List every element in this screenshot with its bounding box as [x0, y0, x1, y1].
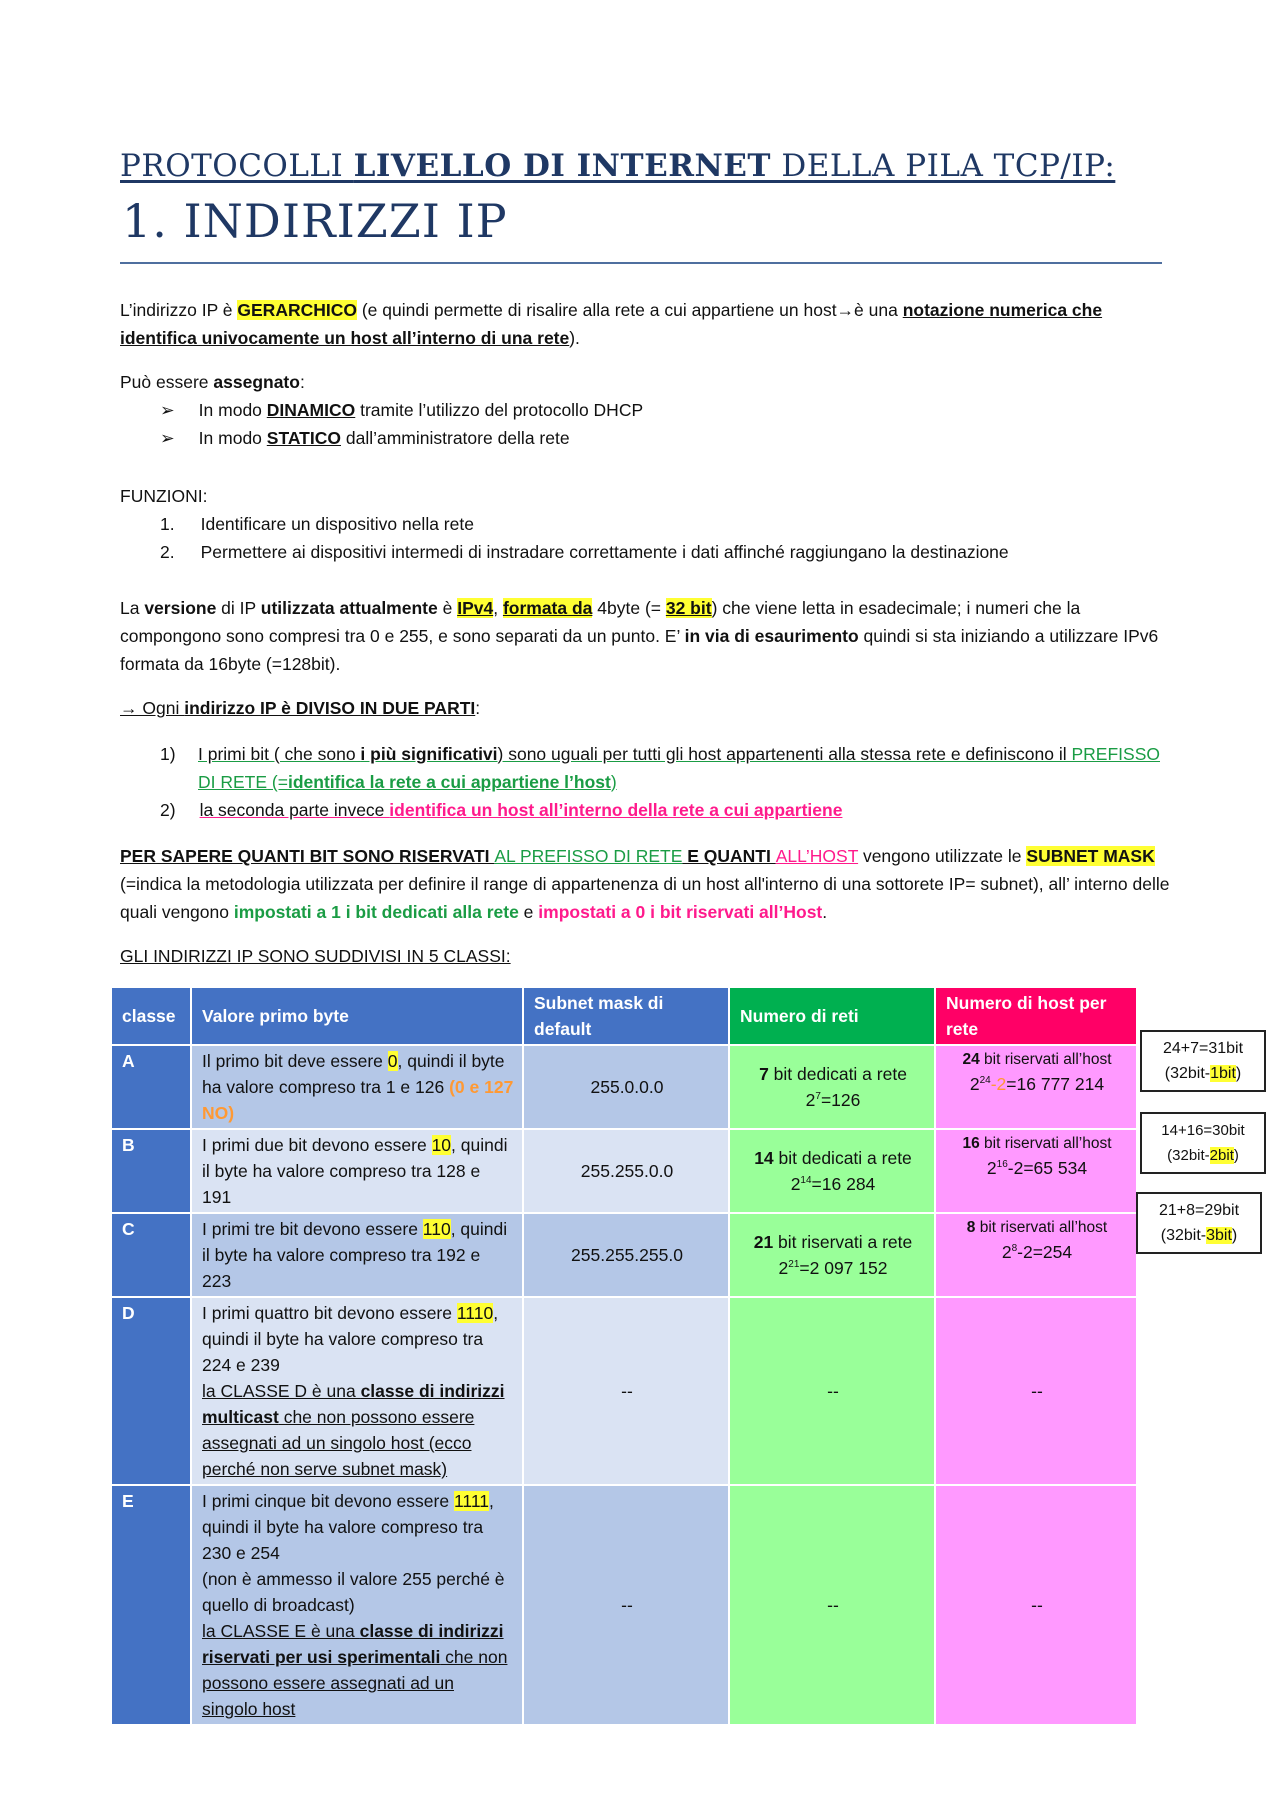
hosts-cell: 24 bit riservati all’host $2^{24}-2=16$ 777 214: [935, 1045, 1137, 1129]
page-title: 1. INDIRIZZI IP: [122, 194, 508, 248]
side-note-b: 14+16=30bit (32bit-2bit): [1140, 1112, 1266, 1174]
list-item: 1) I primi bit ( che sono i più significativi) sono uguali per tutti gli host appartenenti alla stessa rete e definiscono il PREFISSO DI RETE (=identifica la rete a cui appartiene l’host): [160, 744, 1160, 792]
hosts-cell: --: [935, 1297, 1137, 1485]
subnet-mask-cell: --: [523, 1297, 729, 1485]
first-byte-cell: I primi quattro bit devono essere 1110, quindi il byte ha valore compreso tra 224 e 239 la CLASSE D è una classe di indirizzi multicast che non possono essere assegnati ad un singolo host (ecco perché non serve subnet mask): [191, 1297, 523, 1485]
networks-cell: --: [729, 1485, 935, 1725]
list-item: 1. Identificare un dispositivo nella rete: [160, 514, 474, 534]
subnet-mask-cell: 255.255.255.0: [523, 1213, 729, 1297]
first-byte-cell: I primi cinque bit devono essere 1111, quindi il byte ha valore compreso tra 230 e 254 (non è ammesso il valore 255 perché è quello di broadcast) la CLASSE E è una classe di indirizzi riservati per usi sperimentali che non possono essere assegnati ad un singolo host: [191, 1485, 523, 1725]
subnet-mask-cell: 255.255.0.0: [523, 1129, 729, 1213]
table-header-row: [111, 987, 1137, 1045]
col-header-valore: Valore primo byte: [191, 987, 523, 1045]
class-cell: B: [111, 1129, 191, 1213]
table-row: [111, 1045, 1137, 1129]
list-item: ➢ In modo DINAMICO tramite l’utilizzo del protocollo DHCP: [160, 400, 644, 420]
table-row: [111, 1213, 1137, 1297]
subnet-paragraph: PER SAPERE QUANTI BIT SONO RISERVATI AL PREFISSO DI RETE E QUANTI ALL’HOST vengono utilizzate le SUBNET MASK (=indica la metodologia utilizzata per definire il range di appartenenza di un host all'interno di una sottorete IP= subnet), all’ interno delle quali vengono impostati a 1 i bit dedicati alla rete e impostati a 0 i bit riservati all’Host.: [120, 846, 1170, 922]
table-row: [111, 1485, 1137, 1725]
title-divider: [120, 262, 1162, 264]
class-cell: D: [111, 1297, 191, 1485]
table-row: [111, 1129, 1137, 1213]
networks-cell: --: [729, 1297, 935, 1485]
table-row: [111, 1297, 1137, 1485]
col-header-subnet: Subnet mask di default: [523, 987, 729, 1045]
first-byte-cell: I primi due bit devono essere 10, quindi il byte ha valore compreso tra 128 e 191: [191, 1129, 523, 1213]
first-byte-cell: I primi tre bit devono essere 110, quindi il byte ha valore compreso tra 192 e 223: [191, 1213, 523, 1297]
hosts-cell: --: [935, 1485, 1137, 1725]
class-cell: E: [111, 1485, 191, 1725]
arrow-bullet-icon: ➢: [160, 400, 175, 420]
functions-title: FUNZIONI:: [120, 486, 208, 506]
col-header-reti: Numero di reti: [729, 987, 935, 1045]
version-paragraph: La versione di IP utilizzata attualmente è IPv4, formata da 4byte (= 32 bit) che viene letta in esadecimale; i numeri che la compongono sono compresi tra 0 e 255, e sono separati da un punto. E’ in via di esaurimento quindi si sta iniziando a utilizzare IPv6 formata da 16byte (=128bit).: [120, 598, 1159, 674]
arrow-bullet-icon: ➢: [160, 428, 175, 448]
split-heading: → Ogni indirizzo IP è DIVISO IN DUE PARTI:: [120, 698, 481, 718]
list-item: 2) la seconda parte invece identifica un host all’interno della rete a cui appartiene: [160, 800, 843, 820]
networks-cell: 14 bit dedicati a rete $2^{14}=16$ 284: [729, 1129, 935, 1213]
header-subtitle: PROTOCOLLI LIVELLO DI INTERNET DELLA PILA TCP/IP:: [120, 148, 1116, 184]
class-cell: C: [111, 1213, 191, 1297]
classes-title: GLI INDIRIZZI IP SONO SUDDIVISI IN 5 CLASSI:: [120, 946, 511, 966]
hosts-cell: 8 bit riservati all’host $2^8-2=254$: [935, 1213, 1137, 1297]
assign-paragraph: Può essere assegnato:: [120, 372, 305, 392]
list-item: ➢ In modo STATICO dall’amministratore della rete: [160, 428, 570, 448]
networks-cell: 21 bit riservati a rete $2^{21}=2$ 097 152: [729, 1213, 935, 1297]
hosts-cell: 16 bit riservati all’host $2^{16}-2=65$ 534: [935, 1129, 1137, 1213]
list-item: 2. Permettere ai dispositivi intermedi di instradare correttamente i dati affinché raggiungano la destinazione: [160, 542, 1009, 562]
subnet-mask-cell: 255.0.0.0: [523, 1045, 729, 1129]
side-note-c: 21+8=29bit (32bit-3bit): [1136, 1192, 1262, 1254]
col-header-host: Numero di host per rete: [935, 987, 1137, 1045]
col-header-classe: classe: [111, 987, 191, 1045]
side-note-a: 24+7=31bit (32bit-1bit): [1140, 1030, 1266, 1092]
class-cell: A: [111, 1045, 191, 1129]
ip-classes-table: [110, 986, 1138, 1726]
networks-cell: 7 bit dedicati a rete $2^7=126$: [729, 1045, 935, 1129]
subnet-mask-cell: --: [523, 1485, 729, 1725]
first-byte-cell: Il primo bit deve essere 0, quindi il byte ha valore compreso tra 1 e 126 (0 e 127 NO): [191, 1045, 523, 1129]
intro-paragraph: L’indirizzo IP è GERARCHICO (e quindi permette di risalire alla rete a cui appartiene un host→è una notazione numerica che identifica univocamente un host all’interno di una rete).: [120, 300, 1103, 348]
